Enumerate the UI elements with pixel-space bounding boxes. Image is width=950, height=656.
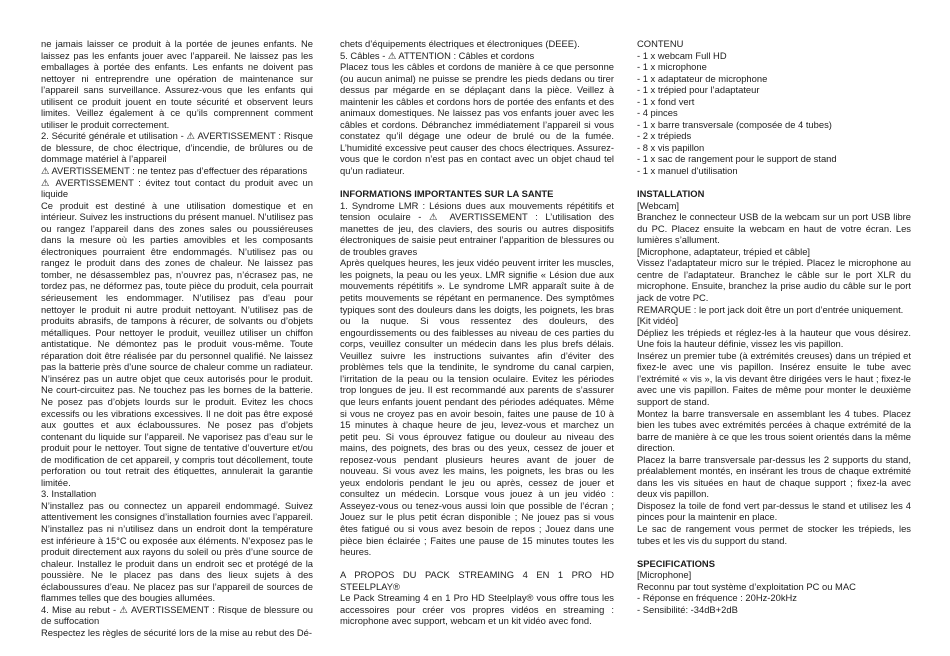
pack-paragraph: Le Pack Streaming 4 en 1 Pro HD Steelplay® vous offre tous les accessoires pour créer vos propres vidéos en streaming : microphone avec support, webcam et un kit vidéo avec fond. xyxy=(340,592,614,627)
warning-repairs: ⚠ AVERTISSEMENT : ne tentez pas d’effectuer des réparations xyxy=(41,165,308,177)
contents-title: CONTENU xyxy=(637,38,684,49)
health-title: INFORMATIONS IMPORTANTES SUR LA SANTE xyxy=(340,188,554,200)
contents-list xyxy=(637,50,911,177)
installation-heading: 3. Installation xyxy=(41,488,97,500)
webcam-instructions: Branchez le connecteur USB de la webcam sur un port USB libre du PC. Placez ensuite la webcam en haut de votre écran. Les lumières s’allument. xyxy=(637,211,911,246)
list-item: - 2 x trépieds xyxy=(637,130,692,142)
weee-continuation: chets d’équipements électriques et électroniques (DEEE). xyxy=(340,38,580,49)
webcam-label: [Webcam] xyxy=(637,199,680,211)
backdrop-instructions: Disposez la toile de fond vert par-dessus le stand et utilisez les 4 pinces pour la maintenir en place. xyxy=(637,499,911,523)
specifications-title: SPECIFICATIONS xyxy=(637,557,715,569)
list-item: - 1 x fond vert xyxy=(637,95,695,107)
installation-paragraph: N’installez pas ou connectez un appareil endommagé. Suivez attentivement les consignes d’installation fournies avec l’appareil. N’installez pas ni n’utilisez dans un endroit dont la température est inférieure à 15°C ou exposée aux éléments. N’exposez pas le produit directement aux rayons du soleil ou près d’une source de chaleur. Installez le produit dans un endroit sec et protégé de la poussière. Ne le placez pas dans des lieux sujets à des éclaboussures d’eau. Ne placez pas sur l’appareil de sources de flammes telles que des bougies allumées. xyxy=(41,499,313,604)
video-kit-label: [Kit vidéo] xyxy=(637,315,679,327)
disposal-heading: 4. Mise au rebut - ⚠ AVERTISSEMENT : Risque de blessure ou de suffocation xyxy=(41,603,313,627)
cables-paragraph: Placez tous les câbles et cordons de manière à ce que personne (ou aucun animal) ne puisse se prendre les pieds dedans ou tirer dessus par mégarde en se déplaçant dans la pièce. Veillez à maintenir les câbles et cordons hors de portée des enfants et des animaux domestiques. Ne laissez pas vos enfants jouer avec les câbles et cordons. Débranchez immédiatement l’appareil si vous constatez qu’il dégage une odeur de brulé ou de la fumée. L’humidité excessive peut causer des chocs électriques. Assurez-vous que le cordon n’est pas en contact avec un objet chaud tel qu’un radiateur. xyxy=(340,61,614,177)
crossbar-mount-instructions: Placez la barre transversale par-dessus les 2 supports du stand, préalablement montés, en insérant les trous de chaque extrémité dans les vis situées en haut de chaque support ; fixez-la avec deux vis papillon. xyxy=(637,453,911,500)
spec-microphone-label: [Microphone] xyxy=(637,569,692,581)
storage-bag-note: Le sac de rangement vous permet de stocker les trépieds, les tubes et les vis du support du stand. xyxy=(637,522,911,546)
spec-compatibility: Reconnu par tout système d’exploitation PC ou MAC xyxy=(637,580,856,592)
list-item: - 1 x sac de rangement pour le support de stand xyxy=(637,153,837,165)
rsi-paragraph: Après quelques heures, les jeux vidéo peuvent irriter les muscles, les poignets, la peau ou les yeux. LMR signifie « Lésion due aux mouvements répétitifs ». Le syndrome LMR apparaît suite à de petits mouvements se répétant en permanence. Des symptômes typiques sont des douleurs dans les doigts, les poignets, les bras ou la nuque. Si vous ressentez des douleurs, des engourdissements ou des faiblesses au niveau de ces parties du corps, veuillez consulter un médecin dans les plus brefs délais. Veuillez suivre les instructions suivantes afin d’éviter des problèmes tels que la tendinite, le syndrome du canal carpien, l’irritation de la peau ou la tension oculaire. Evitez les périodes trop longues de jeu. Il est recommandé aux parents de s’assurer que leurs enfants jouent pendant des périodes adéquates. Même si vous ne croyez pas en avoir besoin, faites une pause de 10 à 15 minutes à chaque heure de jeu, levez-vous et marchez un petit peu. Si vous éprouvez fatigue ou douleur au niveau des mains, des poignets, des bras ou des yeux, cessez de jouer et reposez-vous pendant plusieurs heures avant de jouer de nouveau. Si vous avez les mains, les poignets, les bras ou les yeux endoloris pendant le jeu ou après, cessez de jouer et consultez un médecin. Lorsque vous jouez à un jeu vidéo : Asseyez-vous ou tenez-vous aussi loin que possible de l’écran ; Jouez sur le plus petit écran disponible ; Ne jouez pas si vous êtes fatigué ou si vous avez besoin de repos ; Jouez dans une pièce bien éclairée ; Faites une pause de 15 minutes toutes les heures. xyxy=(340,257,614,558)
microphone-label: [Microphone, adaptateur, trépied et câble] xyxy=(637,245,811,257)
cables-heading: 5. Câbles - ⚠ ATTENTION : Câbles et cordons xyxy=(340,49,535,61)
general-safety-paragraph: Ce produit est destiné à une utilisation domestique et en intérieur. Suivez les instructions du présent manuel. N’utilisez pas ou rangez l’appareil dans des zones sales ou poussiéreuses dans la mesure où les parties amovibles et les composants électroniques pourraient être endommagés. N’utilisez pas ou rangez le produit dans des zones de chaleur. Ne laissez pas tomber, ne désassemblez pas, n’ouvrez pas, n’écrasez pas, ne tordez pas, ne déformez pas, toute pièce du produit, cela pourrait sérieusement les endommager. N’utilisez pas d’eau pour nettoyer le produit ni autre produit nettoyant. N’utilisez pas de produits abrasifs, de tampons à récurer, de solvants ou d’objets métalliques. Pour nettoyer le produit, veuillez utiliser un chiffon antistatique. Ne démontez pas le produit vous-même. Toute réparation doit être réalisée par du personnel qualifié. Ne laissez pas la batterie près d’une source de chaleur comme un radiateur. N’insérez pas un autre objet que ceux autorisés pour le produit. Ne court-circuitez pas. Ne touchez pas les bornes de la batterie. Ne posez pas d’objets lourds sur le produit. Evitez les chocs excessifs ou les vibrations excessives. Il ne doit pas être exposé aux gouttes et aux éclaboussures. Ne posez pas d’objets contenant du liquide sur l’appareil. Ne vaporisez pas d’eau sur le produit pour le nettoyer. Tout signe de tentative d’ouverture et/ou de modification de cet appareil, y compris tout décollement, toute perforation ou tout retrait des étiquettes, annulerait la garantie limitée. xyxy=(41,199,314,488)
safety-children-paragraph: ne jamais laisser ce produit à la portée de jeunes enfants. Ne laissez pas les enfants jouer avec l’appareil. Ne laissez pas les emballages à portée des enfants. Les enfants ne doivent pas nettoyer ni entreprendre une opération de maintenance sur l’appareil sans surveillance. Assurez-vous que les enfants qui utilisent ce produit jouent en toute sécurité et observent leurs limites. Veillez également à ce qu’ils comprennent comment utiliser le produit correctement. xyxy=(41,38,313,130)
column-right xyxy=(637,38,911,615)
crossbar-instructions: Montez la barre transversale en assemblant les 4 tubes. Placez bien les tubes avec extrémités percées à chaque extrémité de la barre de manière à ce que les trous soient orientés dans la même direction. xyxy=(637,407,911,454)
column-left xyxy=(41,38,313,638)
list-item: - 1 x barre transversale (composée de 4 tubes) xyxy=(637,118,832,130)
jack-note: REMARQUE : le port jack doit être un port d’entrée uniquement. xyxy=(637,303,904,315)
list-item: - 1 x webcam Full HD xyxy=(637,49,727,61)
column-middle xyxy=(340,38,614,627)
list-item: - 8 x vis papillon xyxy=(637,141,705,153)
list-item: - 1 x trépied pour l’adaptateur xyxy=(637,84,760,96)
list-item: - 1 x adaptateur de microphone xyxy=(637,72,768,84)
spec-sensitivity: - Sensibilité: -34dB+2dB xyxy=(637,603,738,615)
disposal-paragraph: Respectez les règles de sécurité lors de la mise au rebut des Dé- xyxy=(41,626,312,638)
list-item: - 1 x manuel d’utilisation xyxy=(637,165,738,177)
spec-frequency: - Réponse en fréquence : 20Hz-20kHz xyxy=(637,592,797,604)
microphone-instructions: Vissez l’adaptateur micro sur le trépied. Placez le microphone au centre de l’adaptateur. Branchez le câble sur le port XLR du microphone. Ensuite, branchez la prise audio du câble sur le port jack de votre PC. xyxy=(637,257,911,304)
list-item: - 1 x microphone xyxy=(637,61,707,73)
pack-title: A PROPOS DU PACK STREAMING 4 EN 1 PRO HD STEELPLAY® xyxy=(340,569,614,592)
warning-liquid: ⚠ AVERTISSEMENT : évitez tout contact du produit avec un liquide xyxy=(41,176,313,200)
rsi-heading: 1. Syndrome LMR : Lésions dues aux mouvements répétitifs et tension oculaire - ⚠ AVERTISSEMENT : L’utilisation des manettes de jeu, des claviers, des souris ou autres dispositifs électroniques de saisie peut entrainer l’apparition de blessures ou de troubles graves xyxy=(340,199,614,257)
tripod-instructions: Dépliez les trépieds et réglez-les à la hauteur que vous désirez. Une fois la hauteur définie, vissez les vis papillon. xyxy=(637,326,911,350)
installation-title: INSTALLATION xyxy=(637,188,705,200)
list-item: - 4 pinces xyxy=(637,107,678,119)
general-safety-heading: 2. Sécurité générale et utilisation - ⚠ AVERTISSEMENT : Risque de blessure, de choc électrique, d’incendie, de brûlures ou de dommage matériel à l’appareil xyxy=(41,130,313,165)
tube-instructions: Insérez un premier tube (à extrémités creuses) dans un trépied et fixez-le avec une vis papillon. Insérez ensuite le tube avec l’extrémité « vis », la vis devant être dirigées vers le haut ; fixez-le avec une vis papillon. Faites de même pour monter le deuxième support de stand. xyxy=(637,349,911,407)
